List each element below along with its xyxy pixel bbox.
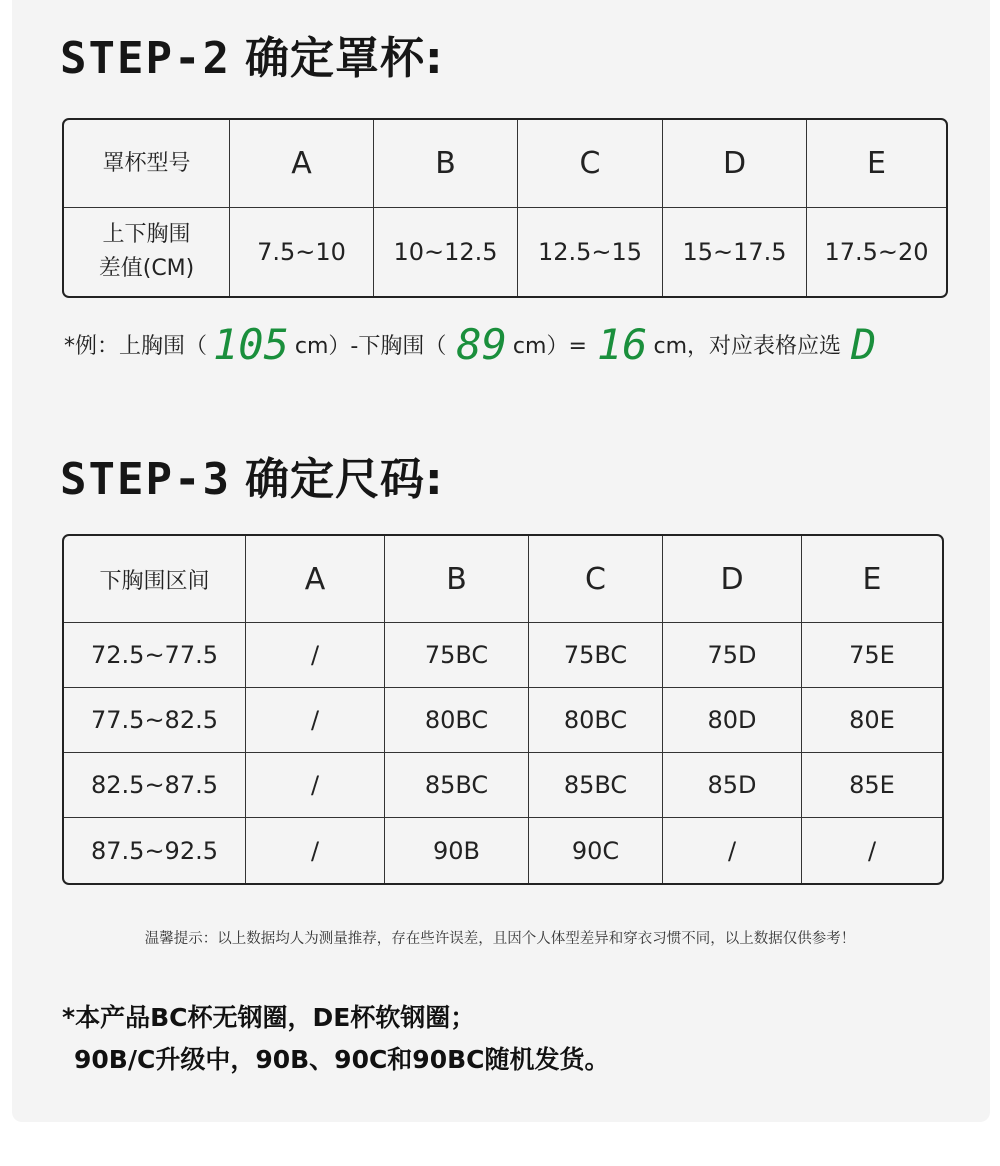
step2-title-en: STEP-2 — [60, 33, 231, 84]
step3-title-zh: 确定尺码: — [244, 454, 444, 505]
table-cell: 90B — [385, 818, 529, 883]
product-note-line2: 90B/C升级中，90B、90C和90BC随机发货。 — [74, 1045, 610, 1074]
example-diff-value: 16 — [596, 319, 648, 369]
table-row — [64, 753, 942, 818]
table-cell: 85D — [663, 753, 802, 818]
table-cell: 77.5~82.5 — [64, 688, 246, 753]
step3-title-en: STEP-3 — [60, 454, 231, 505]
product-note-line1: *本产品BC杯无钢圈，DE杯软钢圈； — [62, 1003, 476, 1032]
table-cell: 82.5~87.5 — [64, 753, 246, 818]
table-cell: 80BC — [529, 688, 663, 753]
header-cell-c: C — [518, 120, 663, 208]
table-row — [64, 623, 942, 688]
table-cell: / — [246, 753, 385, 818]
header-cell-c: C — [529, 536, 663, 623]
header-cell-e: E — [807, 120, 946, 208]
header-cell-e: E — [802, 536, 942, 623]
table-cell: / — [246, 688, 385, 753]
table-cell: 85BC — [385, 753, 529, 818]
table-cell: 75BC — [529, 623, 663, 688]
table-cell: 90C — [529, 818, 663, 883]
example-unit2: cm）= — [512, 333, 587, 359]
table-cell: 87.5~92.5 — [64, 818, 246, 883]
example-lower-value: 89 — [456, 319, 507, 369]
table-header-row — [64, 120, 946, 208]
size-table — [62, 534, 944, 885]
table-cell: / — [246, 818, 385, 883]
example-suffix: cm，对应表格应选 — [653, 333, 841, 359]
table-cell: 10~12.5 — [374, 208, 518, 296]
cup-size-table — [62, 118, 948, 298]
table-cell: 85E — [802, 753, 942, 818]
header-cell-d: D — [663, 536, 802, 623]
table-row — [64, 208, 946, 296]
example-upper-value: 105 — [213, 319, 289, 369]
row-label-line2: 差值(CM) — [98, 256, 195, 281]
table-cell: / — [663, 818, 802, 883]
table-cell: 80D — [663, 688, 802, 753]
disclaimer-tip: 温馨提示：以上数据均人为测量推荐，存在些许误差，且因个人体型差异和穿衣习惯不同，以上数据仅供参考！ — [144, 931, 856, 947]
row-label-difference — [64, 208, 230, 296]
step2-title-zh: 确定罩杯: — [244, 33, 444, 84]
table-cell: / — [867, 836, 877, 865]
table-cell: 12.5~15 — [518, 208, 663, 296]
table-cell: 72.5~77.5 — [64, 623, 246, 688]
table-cell: 80E — [802, 688, 942, 753]
header-cell-b: B — [385, 536, 529, 623]
table-cell: 7.5~10 — [230, 208, 374, 296]
table-cell: 80BC — [385, 688, 529, 753]
header-cell-underbust-range: 下胸围区间 — [64, 536, 246, 623]
header-cell-d: D — [663, 120, 807, 208]
header-cell-b: B — [374, 120, 518, 208]
table-row — [64, 818, 942, 883]
calculation-example — [64, 316, 882, 372]
row-label-line1: 上下胸围 — [102, 222, 191, 247]
step2-title — [60, 22, 444, 86]
table-cell: 85BC — [529, 753, 663, 818]
example-unit1: cm）-下胸围（ — [294, 333, 447, 359]
header-cell-a: A — [246, 536, 385, 623]
example-result: D — [851, 319, 877, 369]
table-cell: / — [246, 623, 385, 688]
header-cell-cup-type: 罩杯型号 — [64, 120, 230, 208]
table-cell: 75E — [802, 623, 942, 688]
table-cell: 75BC — [385, 623, 529, 688]
header-cell-a: A — [230, 120, 374, 208]
step3-title — [60, 443, 444, 507]
table-cell: 17.5~20 — [824, 238, 929, 266]
table-header-row — [64, 536, 942, 623]
table-cell: 15~17.5 — [663, 208, 807, 296]
table-row — [64, 688, 942, 753]
example-prefix: *例：上胸围（ — [64, 333, 208, 359]
table-cell: 75D — [663, 623, 802, 688]
